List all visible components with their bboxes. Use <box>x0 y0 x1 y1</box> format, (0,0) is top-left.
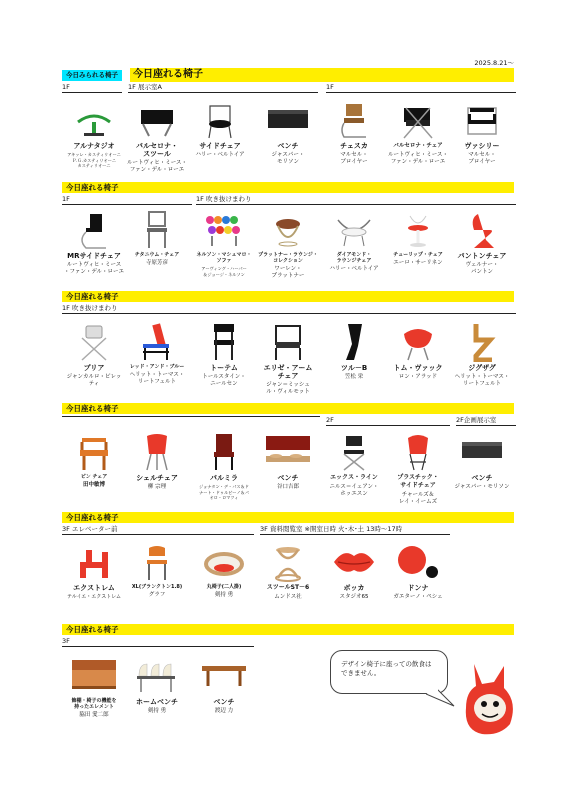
chair-item <box>192 656 256 715</box>
section-label-r2a: 1F <box>62 195 192 205</box>
marshmallow-sofa-image <box>202 210 246 250</box>
section-bar: 今日座れる椅子 <box>62 291 514 302</box>
watanabe-bench-image <box>202 656 246 696</box>
chair-designer: ジャスパー・モリソン <box>454 484 510 490</box>
chair-name: アルナタジオ <box>73 142 115 150</box>
chair-item <box>125 210 189 267</box>
platner-lounge-image <box>266 210 310 250</box>
morrison-bench-image <box>460 432 504 472</box>
red-blue-image <box>135 322 179 362</box>
chair-designer: 笠松 栄 <box>344 374 364 380</box>
cesca-image <box>332 100 376 140</box>
chair-item <box>322 432 386 498</box>
section-label-r4a: 2F <box>326 416 450 426</box>
bocca-image <box>332 542 376 582</box>
chair-designer: ジャスパー・ モリソン <box>271 152 305 165</box>
chair-designer: チャールズ＆ レイ・イームズ <box>398 492 438 505</box>
section-label-r1c: 1F <box>326 83 516 93</box>
section-label-r6a: 3F <box>62 637 254 647</box>
chair-designer: マルセル・ ブロイヤー <box>340 152 368 165</box>
chair-item <box>62 322 126 388</box>
chair-name: ピン チェア <box>80 474 108 480</box>
chair-name: バルセロナ・ スツール <box>136 142 178 158</box>
chair-item <box>450 210 514 276</box>
chair-name: パントンチェア <box>457 252 507 260</box>
section-bar: 今日座れる椅子 <box>62 403 514 414</box>
chair-designer: 谷口吉郎 <box>276 484 299 490</box>
chair-item <box>322 100 386 166</box>
chair-name: ベンチ <box>213 698 235 706</box>
chair-designer: ワーレン・ プラットナー <box>271 266 305 279</box>
chair-name: ホームベンチ <box>136 698 178 706</box>
chair-item <box>62 432 126 489</box>
stool-st6-image <box>266 542 310 582</box>
chair-designer: ルートヴィヒ・ミース・ ファン・デル・ローエ <box>127 160 187 173</box>
chair-item <box>192 322 256 388</box>
chair-designer: テルイエ・エクストレム <box>66 594 122 600</box>
chair-item <box>62 656 126 719</box>
bench-image <box>266 100 310 140</box>
chair-item <box>322 542 386 601</box>
chair-item <box>386 542 450 601</box>
chair-name: シェルチェア <box>136 474 178 482</box>
chair-name: トム・ヴァック <box>393 364 443 372</box>
wassily-image <box>460 100 504 140</box>
page-title: 今日座れる椅子 <box>130 68 514 82</box>
chair-designer: ジャンカルロ・ピレッ ティ <box>66 374 122 387</box>
chair-designer: グラフ <box>148 592 166 598</box>
chair-name: MRサイドチェア <box>67 252 121 260</box>
chair-name: サイドチェア <box>199 142 241 150</box>
taniguchi-bench-image <box>266 432 310 472</box>
chair-designer: ジャン＝ミッシェ ル・ヴィルモット <box>266 382 310 395</box>
chair-name: ベンチ <box>277 474 299 482</box>
chair-name: エリゼ・アーム チェア <box>263 364 313 380</box>
totem-image <box>202 322 246 362</box>
chair-name: バルセロナ・チェア <box>393 143 443 149</box>
chair-item <box>322 322 386 381</box>
barcelona-chair-image <box>396 100 440 140</box>
notice-text: デザイン椅子に座っての飲食は できません。 <box>341 660 432 677</box>
chair-name: プリア <box>83 364 105 372</box>
chair-designer: ジョナタン・デ・パス＆ド ナート・ドゥルビーノ＆パ オロ・ロマツィ <box>199 484 249 500</box>
chair-name: ツル－B <box>340 364 368 372</box>
chair-name: ベンチ <box>471 474 493 482</box>
home-bench-image <box>135 656 179 696</box>
chair-item <box>125 656 189 715</box>
chair-name: レッド・アンド・ブルー <box>129 364 185 370</box>
chair-name: スツールST－6 <box>266 584 310 591</box>
shelf-element-image <box>67 656 121 696</box>
chair-item <box>256 210 320 280</box>
shell-chair-image <box>135 432 179 472</box>
chair-name: パルミラ <box>210 474 238 482</box>
chair-item <box>386 322 450 381</box>
chair-item <box>125 100 189 174</box>
chair-name: プラスチック・ サイドチェア <box>397 474 439 489</box>
arnatazio-image <box>72 100 116 140</box>
chair-item <box>192 542 256 599</box>
chair-item <box>450 100 514 166</box>
chair-designer: ガエターノ・ペシェ <box>393 594 443 600</box>
section-label-blank <box>62 416 320 417</box>
chair-designer: 寺原芳彦 <box>145 260 168 266</box>
barcelona-stool-image <box>135 100 179 140</box>
chair-item <box>125 322 189 386</box>
section-label-r2b: 1F 吹き抜けまわり <box>196 195 516 205</box>
chair-item <box>188 100 252 159</box>
chair-item <box>256 542 320 601</box>
chair-name: チューリップ・チェア <box>393 252 443 258</box>
titanium-chair-image <box>135 210 179 250</box>
chair-item <box>386 100 450 166</box>
section-label-r5b: 3F 資料閲覧室 ※開室日時 火･木･土 13時～17時 <box>260 525 450 535</box>
xl-planckton-image <box>135 542 179 582</box>
chair-designer: 剣持 勇 <box>147 708 167 714</box>
section-label-r5a: 3F エレベーター前 <box>62 525 254 535</box>
chair-name: ボッカ <box>343 584 365 592</box>
chair-designer: アキッレ・カスティリオーニ Ｐ.Ｇ.カスティリオーニ カスティリオーニ <box>67 152 121 168</box>
chair-designer: 柳 宗理 <box>147 484 167 490</box>
chair-name: ベンチ <box>277 142 299 150</box>
side-chair-image <box>198 100 242 140</box>
section-bar: 今日座れる椅子 <box>62 182 514 193</box>
chair-designer: スタジオ65 <box>339 594 369 600</box>
section-bar: 今日座れる椅子 <box>62 624 514 635</box>
chair-item <box>125 542 189 599</box>
chair-name: ジグザグ <box>468 364 496 372</box>
tsuru-b-image <box>332 322 376 362</box>
chair-name: トーテム <box>210 364 238 372</box>
diamond-lounge-image <box>332 210 376 250</box>
extrem-image <box>72 542 116 582</box>
chair-designer: ハリー・ベルトイア <box>195 152 245 158</box>
mr-side-chair-image <box>72 210 116 250</box>
pin-chair-image <box>72 432 116 472</box>
chair-designer: ロン・アラッド <box>398 374 438 380</box>
chair-designer: ハリー・ベルトイア <box>329 266 379 272</box>
chair-item <box>386 432 450 506</box>
chair-name: チェスカ <box>340 142 368 150</box>
chair-designer: 田中敏博 <box>82 482 105 488</box>
mascot-icon <box>460 662 520 738</box>
chair-designer: ムンドス社 <box>274 594 302 600</box>
chair-designer: ヘリット・トーマス・ リートフェルト <box>454 374 510 387</box>
chair-designer: トールスタイン・ ニールセン <box>202 374 246 387</box>
section-label-r1b: 1F 展示室A <box>128 83 318 93</box>
chair-item <box>322 210 386 273</box>
chair-name: エクストレム <box>73 584 115 592</box>
chair-name: ダイアモンド・ ラウンジチェア <box>336 252 372 264</box>
chair-item <box>125 432 189 491</box>
tulip-chair-image <box>396 210 440 250</box>
date-label: 2025.8.21～ <box>474 59 514 67</box>
round-chair-image <box>202 542 246 582</box>
panton-chair-image <box>460 210 504 250</box>
chair-item <box>386 210 450 267</box>
chair-name: 丸椅子(二人掛) <box>206 584 242 590</box>
chair-designer: 剣持 勇 <box>214 592 234 598</box>
section-bar: 今日座れる椅子 <box>62 512 514 523</box>
elysee-image <box>266 322 310 362</box>
chair-item <box>192 210 256 277</box>
chair-designer: ルートヴィヒ・ミース ・ファン・デル・ローエ <box>63 262 125 275</box>
bubble-tail <box>426 688 456 708</box>
tom-vac-image <box>396 322 440 362</box>
chair-designer: ルートヴィヒ・ミース・ ファン・デル・ローエ <box>388 152 448 165</box>
chair-item <box>450 322 514 388</box>
chair-designer: マルセル・ ブロイヤー <box>468 152 496 165</box>
section-label-r1a: 1F <box>62 83 122 93</box>
chair-designer: エーロ・サーリネン <box>393 260 443 266</box>
chair-name: エックス・ライン <box>330 474 378 481</box>
chair-designer: 脇田 愛二郎 <box>79 712 109 718</box>
chair-item <box>256 322 320 396</box>
chair-name: チタニウム・チェア <box>134 252 180 258</box>
palmira-image <box>202 432 246 472</box>
chair-name: 飾棚・椅子の機能を 持ったエレメント <box>71 698 117 710</box>
section-label-r4b: 2F企画展示室 <box>456 416 516 426</box>
chair-designer: ニルス＝イェアン・ ホッエスン <box>329 484 379 497</box>
chair-item <box>62 100 126 169</box>
chair-designer: 渡辺 力 <box>214 708 234 714</box>
chair-name: ネルソン・マシュマロ・ ソファ <box>196 252 252 264</box>
chair-item <box>256 432 320 491</box>
donna-image <box>396 542 440 582</box>
chair-designer: ヴェルナー・ パントン <box>465 262 499 275</box>
chair-item <box>192 432 256 501</box>
plastic-side-chair-image <box>396 432 440 472</box>
x-line-image <box>332 432 376 472</box>
header-tag: 今日みられる椅子 <box>62 70 122 81</box>
zigzag-image <box>460 322 504 362</box>
chair-item <box>62 210 126 276</box>
chair-name: プラットナー・ラウンジ・ コレクション <box>258 252 318 264</box>
chair-name: ドンナ <box>407 584 429 592</box>
chair-item <box>450 432 514 491</box>
chair-designer: ヘリット・トーマス・ リートフェルト <box>129 372 185 385</box>
chair-name: XL(ブランクトン1.8) <box>131 584 183 590</box>
section-label-r3a: 1F 吹き抜けまわり <box>62 304 516 314</box>
plia-image <box>72 322 116 362</box>
chair-designer: アーヴィング・ハーパー ＆ジョージ・ネルソン <box>201 266 247 277</box>
chair-name: ヴァシリー <box>464 142 500 150</box>
chair-item <box>256 100 320 166</box>
chair-item <box>62 542 126 601</box>
